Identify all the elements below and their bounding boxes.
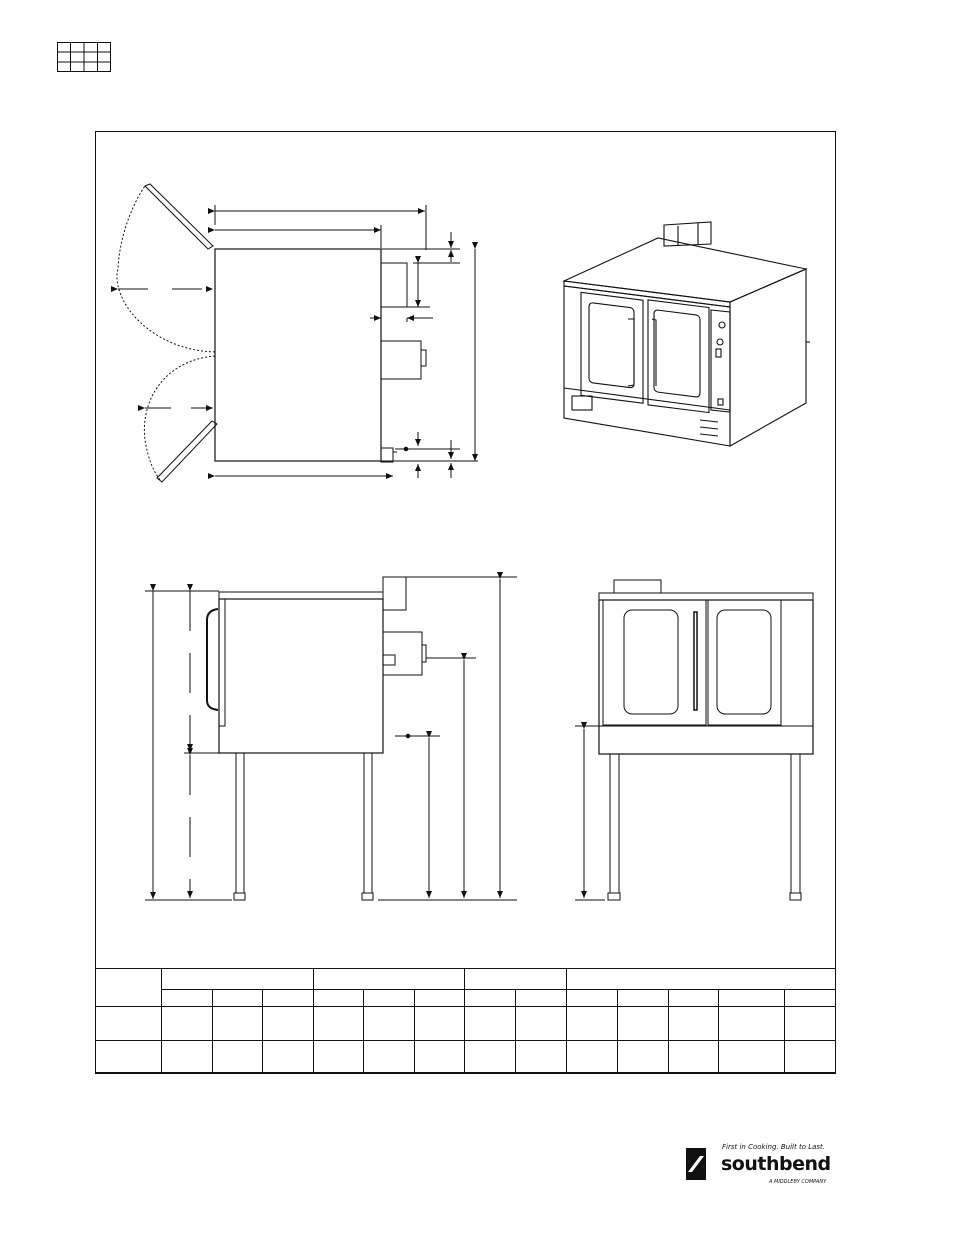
table-cell xyxy=(313,1041,364,1073)
table-cell xyxy=(719,1041,785,1073)
oven-side-view xyxy=(145,577,517,900)
table-cell xyxy=(414,1041,465,1073)
table-cell xyxy=(785,1041,836,1073)
table-cell xyxy=(263,1041,314,1073)
oven-front-view xyxy=(575,580,813,900)
table-cell xyxy=(212,1007,263,1041)
table-cell xyxy=(162,990,213,1007)
table-subheader-row xyxy=(96,990,836,1007)
logo-brand: southbend xyxy=(721,1153,831,1175)
table-cell xyxy=(618,1007,669,1041)
table-header-row xyxy=(96,969,836,990)
spec-table xyxy=(95,968,836,1073)
table-cell xyxy=(516,990,567,1007)
oven-isometric-view xyxy=(564,222,810,446)
table-cell xyxy=(618,990,669,1007)
table-cell xyxy=(785,1007,836,1041)
table-cell xyxy=(96,1041,162,1073)
table-row xyxy=(96,1041,836,1073)
table-cell xyxy=(414,1007,465,1041)
table-cell xyxy=(465,969,567,990)
table-cell xyxy=(465,1041,516,1073)
logo-tagline: First in Cooking. Built to Last. xyxy=(722,1143,826,1151)
table-row xyxy=(96,1007,836,1041)
table-cell xyxy=(414,990,465,1007)
southbend-logo xyxy=(686,1142,836,1190)
table-cell xyxy=(162,969,314,990)
oven-top-view xyxy=(117,184,478,482)
table-cell xyxy=(263,1007,314,1041)
table-cell xyxy=(313,990,364,1007)
table-cell xyxy=(668,1041,719,1073)
table-cell xyxy=(719,1007,785,1041)
table-cell xyxy=(212,1041,263,1073)
table-cell xyxy=(96,1007,162,1041)
logo-mark-icon xyxy=(686,1148,706,1180)
table-cell xyxy=(719,990,785,1007)
table-cell xyxy=(364,1041,415,1073)
table-cell xyxy=(668,990,719,1007)
table-cell xyxy=(567,990,618,1007)
table-cell xyxy=(516,1041,567,1073)
table-cell xyxy=(364,1007,415,1041)
table-cell xyxy=(364,990,415,1007)
table-cell xyxy=(313,969,465,990)
table-cell xyxy=(212,990,263,1007)
table-cell xyxy=(618,1041,669,1073)
table-cell xyxy=(516,1007,567,1041)
logo-subtitle: A MIDDLEBY COMPANY xyxy=(769,1179,827,1185)
table-cell xyxy=(465,990,516,1007)
table-cell xyxy=(567,1007,618,1041)
table-cell xyxy=(567,969,836,990)
table-cell xyxy=(263,990,314,1007)
table-cell xyxy=(96,969,162,1007)
table-cell xyxy=(668,1007,719,1041)
table-cell xyxy=(162,1007,213,1041)
table-cell xyxy=(162,1041,213,1073)
table-cell xyxy=(567,1041,618,1073)
table-cell xyxy=(785,990,836,1007)
table-cell xyxy=(313,1007,364,1041)
table-cell xyxy=(465,1007,516,1041)
